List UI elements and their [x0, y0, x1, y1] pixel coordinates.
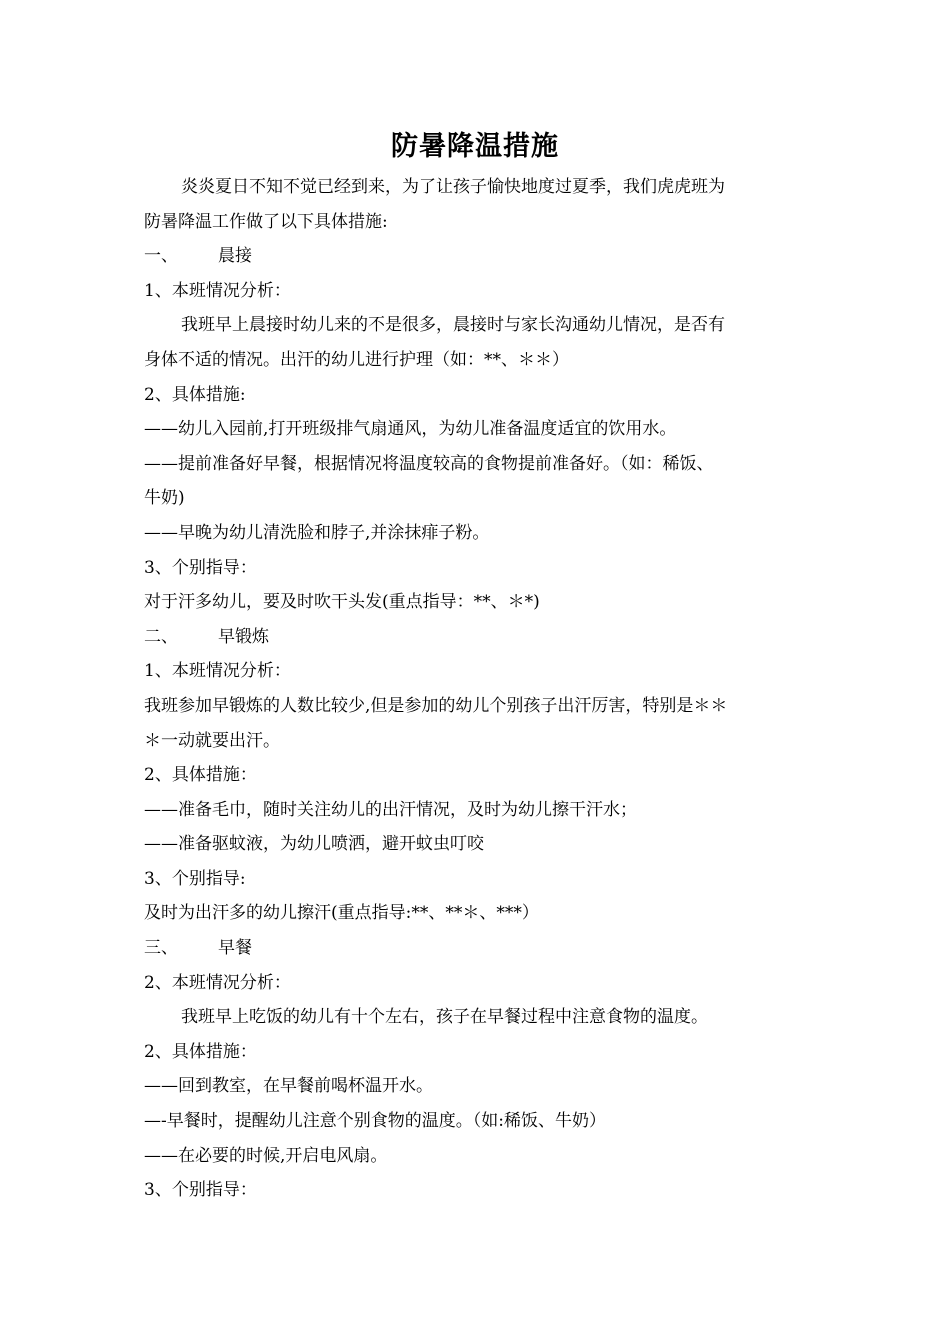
text-line: 1、本班情况分析：	[144, 280, 291, 301]
text-line: 1、本班情况分析：	[144, 661, 291, 682]
text-line: ——提前准备好早餐，根据情况将温度较高的食物提前准备好。（如：稀饭、	[144, 453, 714, 474]
text-line: 身体不适的情况。出汗的幼儿进行护理（如：**、＊＊）	[144, 349, 569, 370]
text-line: 3、个别指导：	[144, 557, 257, 578]
section-title: 早锻炼	[218, 626, 269, 647]
section-heading	[144, 620, 814, 655]
document-body	[144, 170, 814, 1208]
text-line: 我班参加早锻炼的人数比较少,但是参加的幼儿个别孩子出汗厉害，特别是＊＊	[144, 695, 728, 716]
text-line: 3、个别指导：	[144, 1180, 257, 1201]
text-line: ——在必要的时候,开启电风扇。	[144, 1145, 388, 1166]
section-number: 三、	[144, 938, 178, 959]
text-line: ——早晚为幼儿清洗脸和脖子,并涂抹痱子粉。	[144, 522, 490, 543]
text-line: ——幼儿入园前,打开班级排气扇通风，为幼儿准备温度适宜的饮用水。	[144, 419, 677, 440]
text-line: —-早餐时，提醒幼儿注意个别食物的温度。（如:稀饭、牛奶）	[144, 1111, 606, 1132]
text-line: 我班早上晨接时幼儿来的不是很多，晨接时与家长沟通幼儿情况，是否有	[181, 315, 725, 336]
text-line: 2、具体措施:	[144, 384, 246, 405]
text-line: 及时为出汗多的幼儿擦汗(重点指导:**、**＊、***）	[144, 903, 539, 924]
text-line: 防暑降温工作做了以下具体措施:	[144, 211, 388, 232]
text-line: ＊一动就要出汗。	[144, 730, 280, 751]
text-line: ——回到教室，在早餐前喝杯温开水。	[144, 1076, 433, 1097]
text-line: ——准备毛巾，随时关注幼儿的出汗情况，及时为幼儿擦干汗水；	[144, 799, 637, 820]
text-line: 炎炎夏日不知不觉已经到来，为了让孩子愉快地度过夏季，我们虎虎班为	[181, 177, 725, 197]
section-heading	[144, 239, 814, 274]
section-number: 二、	[144, 626, 178, 647]
text-line: 2、具体措施：	[144, 1041, 257, 1062]
text-line: 3、个别指导:	[144, 868, 246, 889]
section-number: 一、	[144, 246, 178, 267]
text-line: 2、具体措施：	[144, 765, 257, 786]
section-heading	[144, 931, 814, 966]
text-line: 2、本班情况分析：	[144, 972, 291, 993]
text-line: ——准备驱蚊液，为幼儿喷洒，避开蚊虫叮咬	[144, 834, 484, 855]
text-line: 我班早上吃饭的幼儿有十个左右，孩子在早餐过程中注意食物的温度。	[181, 1007, 708, 1028]
text-line: 牛奶)	[144, 488, 185, 509]
text-line: 对于汗多幼儿，要及时吹干头发(重点指导：**、＊*)	[144, 592, 540, 613]
section-title: 晨接	[218, 246, 252, 267]
section-title: 早餐	[218, 938, 252, 959]
document-title: 防暑降温措施	[391, 131, 559, 162]
